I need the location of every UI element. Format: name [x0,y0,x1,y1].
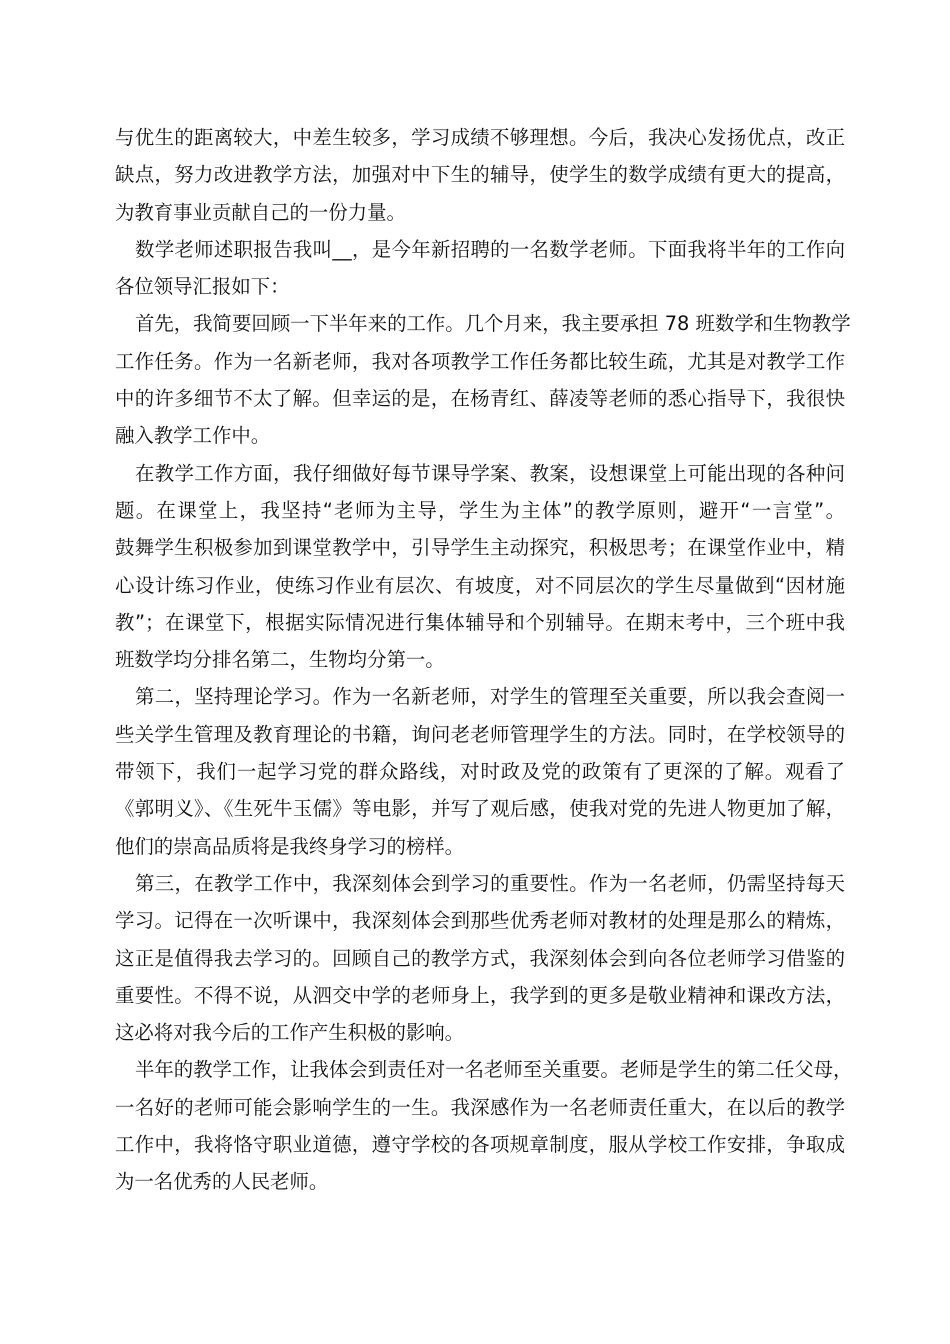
text-line: 工作任务。作为一名新老师，我对各项教学工作任务都比较生疏，尤其是对教学工作 [115,349,845,373]
paragraph [115,119,845,231]
text-line: 与优生的距离较大，中差生较多，学习成绩不够理想。今后，我决心发扬优点，改正 [115,126,845,149]
text-line: 首先，我简要回顾一下半年来的工作。几个月来，我主要承担 78 班数学和生物教学 [135,312,851,336]
text-line: 题。在课堂上，我坚持“老师为主导，学生为主体”的教学原则，避开“一言堂”。 [115,498,845,522]
text-line: 半年的教学工作，让我体会到责任对一名老师至关重要。老师是学生的第二任父母， [135,1058,853,1082]
text-line: 数学老师述职报告我叫__，是今年新招聘的一名数学老师。下面我将半年的工作向 [135,237,845,261]
text-line: 《郭明义》、《生死牛玉儒》等电影，并写了观后感，使我对党的先进人物更加了解， [115,797,845,821]
paragraph [115,455,845,679]
paragraph [115,865,845,1051]
text-line: 他们的崇高品质将是我终身学习的榜样。 [115,834,465,858]
text-line: 一名好的老师可能会影响学生的一生。我深感作为一名老师责任重大，在以后的教学 [115,1095,845,1119]
text-line: 这必将对我今后的工作产生积极的影响。 [115,1021,465,1045]
text-line: 这正是值得我去学习的。回顾自己的教学方式，我深刻体会到向各位老师学习借鉴的 [115,946,845,970]
text-line: 第二，坚持理论学习。作为一名新老师，对学生的管理至关重要，所以我会查阅一 [135,685,845,709]
paragraph [115,231,845,306]
text-line: 班数学均分排名第二，生物均分第一。 [115,648,445,672]
text-line: 缺点，努力改进教学方法，加强对中下生的辅导，使学生的数学成绩有更大的提高， [115,163,845,187]
text-line: 各位领导汇报如下： [115,275,290,299]
text-line: 第三，在教学工作中，我深刻体会到学习的重要性。作为一名老师，仍需坚持每天 [135,871,845,895]
text-line: 工作中，我将恪守职业道德，遵守学校的各项规章制度，服从学校工作安排，争取成 [115,1133,845,1157]
document-page [115,119,853,1201]
text-line: 教”；在课堂下，根据实际情况进行集体辅导和个别辅导。在期末考中，三个班中我 [115,610,845,634]
text-line: 鼓舞学生积极参加到课堂教学中，引导学生主动探究，积极思考；在课堂作业中，精 [115,536,845,560]
text-line: 为一名优秀的人民老师。 [115,1170,329,1194]
text-line: 些关学生管理及教育理论的书籍，询问老老师管理学生的方法。同时，在学校领导的 [115,722,845,746]
text-line: 心设计练习作业，使练习作业有层次、有坡度，对不同层次的学生尽量做到“因材施 [115,573,845,597]
text-line: 带领下，我们一起学习党的群众路线，对时政及党的政策有了更深的了解。观看了 [115,760,845,784]
paragraph [115,678,845,864]
text-line: 中的许多细节不太了解。但幸运的是，在杨青红、薛凌等老师的悉心指导下，我很快 [115,387,845,411]
text-line: 学习。记得在一次听课中，我深刻体会到那些优秀老师对教材的处理是那么的精炼， [115,909,845,933]
text-line: 融入教学工作中。 [115,424,271,448]
text-line: 在教学工作方面，我仔细做好每节课导学案、教案，设想课堂上可能出现的各种问 [135,461,845,485]
text-line: 重要性。不得不说，从泗交中学的老师身上，我学到的更多是敬业精神和课改方法， [115,983,845,1007]
paragraph [115,305,851,454]
paragraph [115,1051,853,1200]
text-line: 为教育事业贡献自己的一份力量。 [115,200,406,224]
